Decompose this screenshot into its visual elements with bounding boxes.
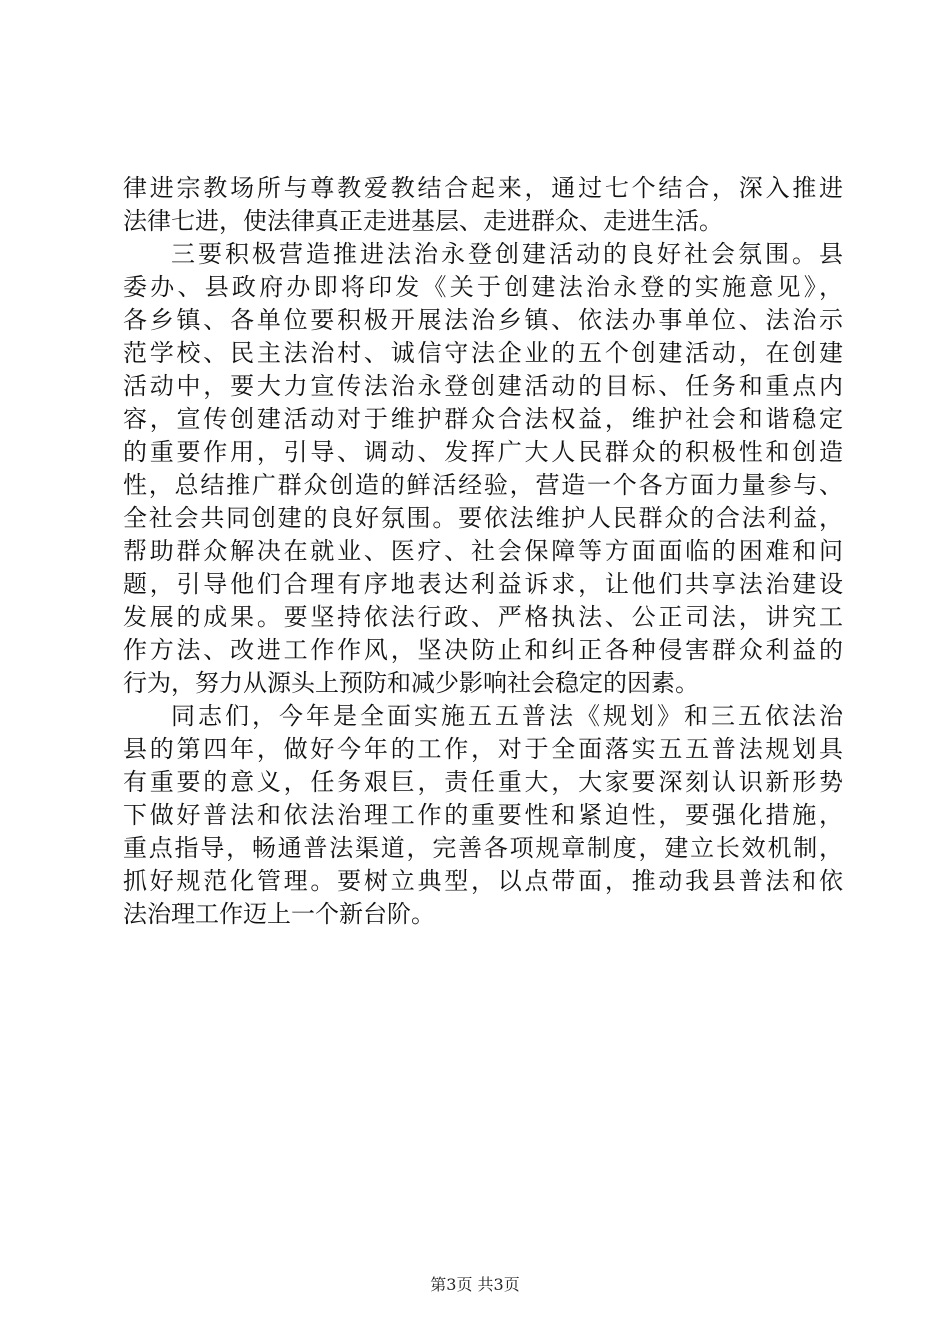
text-line: 发展的成果。要坚持依法行政、严格执法、公正司法，讲究工 bbox=[123, 603, 843, 631]
text-line: 委办、县政府办即将印发《关于创建法治永登的实施意见》， bbox=[123, 273, 843, 301]
document-body bbox=[123, 172, 843, 931]
text-line: 范学校、民主法治村、诚信守法企业的五个创建活动，在创建 bbox=[123, 339, 843, 367]
text-line: 县的第四年，做好今年的工作，对于全面落实五五普法规划具 bbox=[123, 735, 843, 763]
text-line: 容，宣传创建活动对于维护群众合法权益，维护社会和谐稳定 bbox=[123, 405, 843, 433]
text-line: 帮助群众解决在就业、医疗、社会保障等方面面临的困难和问 bbox=[123, 537, 843, 565]
text-line: 法治理工作迈上一个新台阶。 bbox=[123, 900, 435, 928]
text-line: 活动中，要大力宣传法治永登创建活动的目标、任务和重点内 bbox=[123, 372, 843, 400]
text-line: 法律七进，使法律真正走进基层、走进群众、走进生活。 bbox=[123, 207, 723, 235]
text-line: 重点指导，畅通普法渠道，完善各项规章制度，建立长效机制， bbox=[123, 834, 843, 862]
text-line: 同志们，今年是全面实施五五普法《规划》和三五依法治 bbox=[171, 702, 843, 730]
text-line: 的重要作用，引导、调动、发挥广大人民群众的积极性和创造 bbox=[123, 438, 843, 466]
text-line: 有重要的意义，任务艰巨，责任重大，大家要深刻认识新形势 bbox=[123, 768, 843, 796]
text-line: 题，引导他们合理有序地表达利益诉求，让他们共享法治建设 bbox=[123, 570, 843, 598]
text-line: 三要积极营造推进法治永登创建活动的良好社会氛围。县 bbox=[171, 240, 843, 268]
page-footer: 第3页 共3页 bbox=[430, 1275, 520, 1294]
text-line: 各乡镇、各单位要积极开展法治乡镇、依法办事单位、法治示 bbox=[123, 306, 843, 334]
text-line: 作方法、改进工作作风，坚决防止和纠正各种侵害群众利益的 bbox=[123, 636, 843, 664]
text-line: 行为，努力从源头上预防和减少影响社会稳定的因素。 bbox=[123, 669, 699, 697]
text-line: 抓好规范化管理。要树立典型，以点带面，推动我县普法和依 bbox=[123, 867, 843, 895]
text-line: 下做好普法和依法治理工作的重要性和紧迫性，要强化措施， bbox=[123, 801, 843, 829]
text-line: 律进宗教场所与尊教爱教结合起来，通过七个结合，深入推进 bbox=[123, 174, 843, 202]
text-line: 性，总结推广群众创造的鲜活经验，营造一个各方面力量参与、 bbox=[123, 471, 843, 499]
text-line: 全社会共同创建的良好氛围。要依法维护人民群众的合法利益， bbox=[123, 504, 843, 532]
